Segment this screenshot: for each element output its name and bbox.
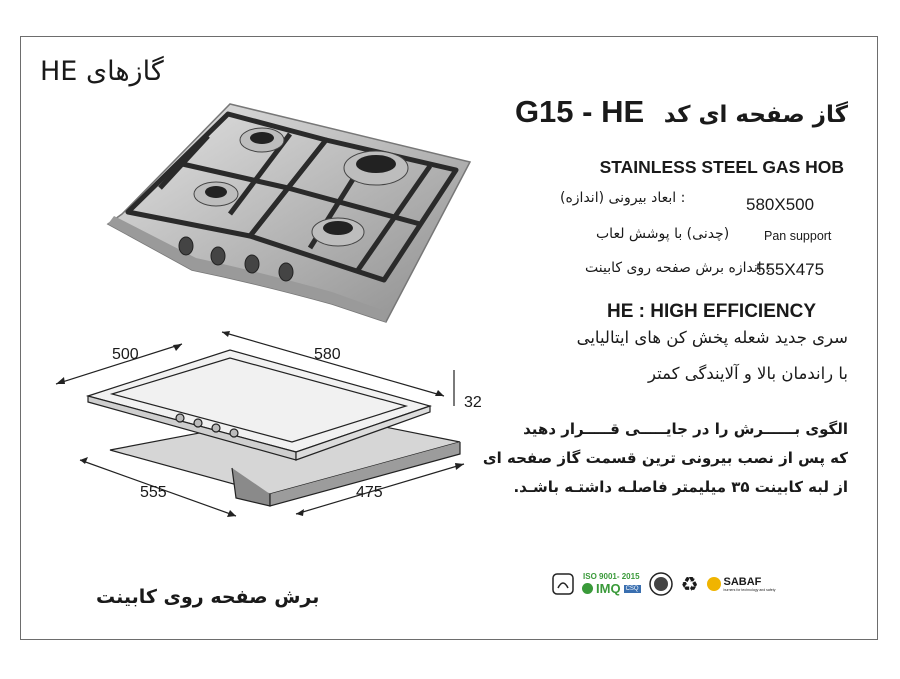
burner-small-back (240, 128, 284, 152)
recycle-icon: ♻ (680, 572, 699, 596)
spec-value-1: 580X500 (746, 195, 815, 214)
he-title: HE : HIGH EFFICIENCY (606, 301, 816, 322)
dim-cut-width: 555 (140, 484, 167, 501)
he-line-2: با راندمان بالا و آلایندگی کمتر (648, 364, 848, 383)
dim-cut-depth: 475 (356, 484, 383, 501)
iso-label: ISO 9001- 2015 (583, 572, 640, 581)
burner-small-left (194, 182, 238, 206)
certification-logos (552, 572, 775, 596)
cutout-caption: برش صفحه روی کابینت (96, 586, 320, 608)
dim-depth: 500 (112, 346, 139, 363)
sabaf-tagline: burners for technology and safety (723, 588, 776, 592)
note-line-2: که پس از نصب بیرونی ترین قسمت گاز صفحه ای (482, 449, 848, 467)
dim-width: 580 (314, 346, 341, 363)
imq-globe-icon (582, 583, 593, 594)
product-code-label: گاز صفحه ای کد (663, 102, 848, 128)
he-line-1: سری جدید شعله پخش کن های ایتالیایی (576, 328, 848, 347)
sabaf-logo (707, 576, 776, 592)
spec-label-2: (چدنی) با پوشش لعاب (596, 226, 730, 242)
note-line-1: الگوی بــــــرش را در جایـــــی قـــــرار دهید (523, 420, 848, 438)
certification-seal-icon (649, 572, 673, 596)
dim-height: 32 (464, 394, 482, 411)
product-code-row (515, 94, 848, 130)
product-model: G15 - HE (514, 94, 645, 129)
cutout-diagram (40, 320, 500, 530)
burner-medium-front (312, 218, 364, 246)
spec-label-1: : ابعاد بیرونی (اندازه) (560, 190, 686, 206)
sabaf-sun-icon (707, 577, 721, 591)
spec-value-2: Pan support (764, 229, 832, 243)
burner-large-right (344, 151, 408, 185)
brand-title: گازهای HE (40, 56, 164, 87)
sabaf-label: SABAF (723, 576, 762, 588)
standard-mark-icon (552, 573, 574, 595)
product-subtitle: STAINLESS STEEL GAS HOB (599, 157, 844, 177)
note-line-3: از لبه کابینت ۳۵ میلیمتر فاصلـه داشتـه باشـد. (513, 478, 848, 496)
iso-imq-logo (582, 572, 641, 596)
spec-label-3: : اندازه برش صفحه روی کابینت (585, 260, 771, 276)
csq-label: CSQ (625, 585, 639, 592)
imq-label: IMQ (596, 581, 621, 596)
spec-value-3: 555X475 (756, 260, 825, 279)
gas-hob-illustration (100, 96, 480, 326)
